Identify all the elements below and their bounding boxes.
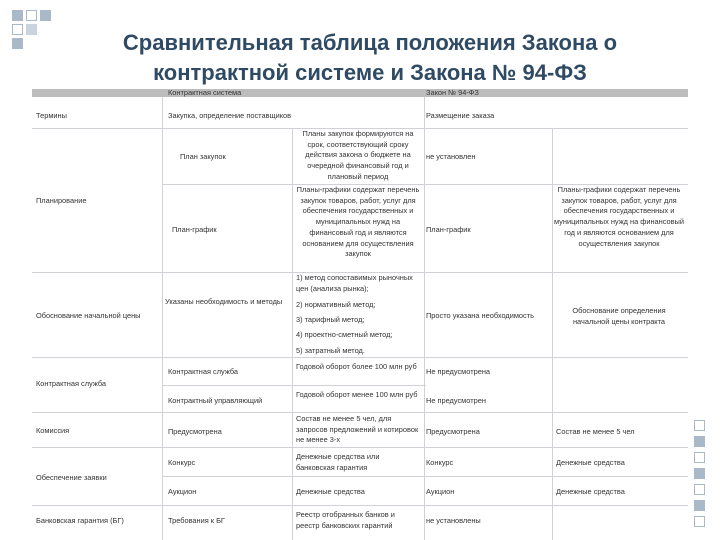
decor-square [12,24,23,35]
row-label-contract-service: Контрактная служба [36,379,107,388]
nmck-z94: Обоснование определения начальной цены контракта [572,306,666,326]
title-line-2: контрактной системе и Закона № 94-ФЗ [153,60,587,85]
nmck-method-1: 1) метод сопоставимых рыночных цен (анализа рынка); [296,273,413,293]
column-divider [162,97,163,540]
column-divider [424,97,425,540]
row-label-terms: Термины [36,111,67,120]
plan-zakupok-z94: не установлен [426,152,476,161]
column-header-kontrakt: Контрактная система [168,88,242,97]
row-divider [32,447,688,448]
row-label-planning: Планирование [36,196,87,205]
plan-zakupok-ks: Планы закупок формируются на срок, соответствующий сроку действия закона о бюджете на очередной финансовый год и плановый период [302,129,414,181]
security-auction-ks: Денежные средства [296,487,365,496]
decor-square [694,452,705,463]
contract-service-ks: Годовой оборот более 100 млн руб [296,362,417,371]
decor-square [26,24,37,35]
nmck-method-3: 3) тарифный метод; [296,315,365,324]
nmck-ks-label: Указаны необходимость и методы [165,297,283,306]
row-label-nmck: Обоснование начальной цены [36,311,141,320]
page-title [60,28,680,88]
security-auction-label: Аукцион [168,487,197,496]
nmck-method-4: 4) проектно-сметный метод; [296,330,393,339]
plan-grafik-label: План-график [172,225,217,234]
column-divider [552,129,553,540]
decor-square [694,484,705,495]
row-divider [162,385,426,386]
plan-zakupok-label: План закупок [180,152,226,161]
nmck-z94-label: Просто указана необходимость [426,311,534,320]
bank-guarantee-ks: Реестр отобранных банков и реестр банковских гарантий [296,510,395,530]
security-auction-z94: Денежные средства [556,487,625,496]
title-line-1: Сравнительная таблица положения Закона о [122,30,618,55]
contract-manager-ks: Годовой оборот менее 100 млн руб [296,390,418,399]
bank-guarantee-ks-label: Требования к БГ [168,516,225,525]
nmck-method-5: 5) затратный метод. [296,346,365,355]
decor-square [694,436,705,447]
row-divider [32,357,688,358]
row-label-security: Обеспечение заявки [36,473,107,482]
row-divider [32,412,688,413]
plan-grafik-z94: Планы-графики содержат перечень закупок товаров, работ, услуг для обеспечения государственных и муниципальных нужд на финансовый год и являются основанием для осуществления закупок [554,185,685,248]
column-divider [292,129,293,540]
contract-manager-label: Контрактный управляющий [168,396,263,405]
bank-guarantee-z94: не установлены [426,516,481,525]
nmck-method-2: 2) нормативный метод; [296,300,376,309]
decor-square [694,420,705,431]
plan-grafik-ks: Планы-графики содержат перечень закупок товаров, работ, услуг для обеспечения государственных и муниципальных нужд на финансовый год и являются основанием для осуществления закупок [296,185,420,259]
terms-z94: Размещение заказа [426,111,495,120]
decor-square [26,10,37,21]
row-divider [32,505,688,506]
row-divider [162,476,688,477]
security-konkurs-label: Конкурс [168,458,196,467]
terms-ks: Закупка, определение поставщиков [168,111,292,120]
decor-square [12,38,23,49]
decor-square [694,516,705,527]
decor-square [40,10,51,21]
security-konkurs-z94-label: Конкурс [426,458,454,467]
decor-square [12,10,23,21]
table-header-band [32,89,688,97]
commission-ks: Состав не менее 5 чел, для запросов предложений и котировок не менее 3-х [296,414,419,445]
row-label-bank-guarantee: Банковская гарантия (БГ) [36,516,124,525]
contract-service-label: Контрактная служба [168,367,239,376]
decor-square [694,468,705,479]
plan-grafik-z94-label: План-график [426,225,471,234]
row-label-commission: Комиссия [36,426,70,435]
contract-service-z94: Не предусмотрена [426,367,491,376]
contract-manager-z94: Не предусмотрен [426,396,486,405]
decor-square [694,500,705,511]
column-header-zakon94: Закон № 94-ФЗ [426,88,479,97]
security-auction-z94-label: Аукцион [426,487,455,496]
commission-z94: Состав не менее 5 чел [556,427,635,436]
commission-z94-label: Предусмотрена [426,427,480,436]
security-konkurs-z94: Денежные средства [556,458,625,467]
commission-ks-label: Предусмотрена [168,427,222,436]
security-konkurs-ks: Денежные средства или банковская гарантия [296,452,380,472]
